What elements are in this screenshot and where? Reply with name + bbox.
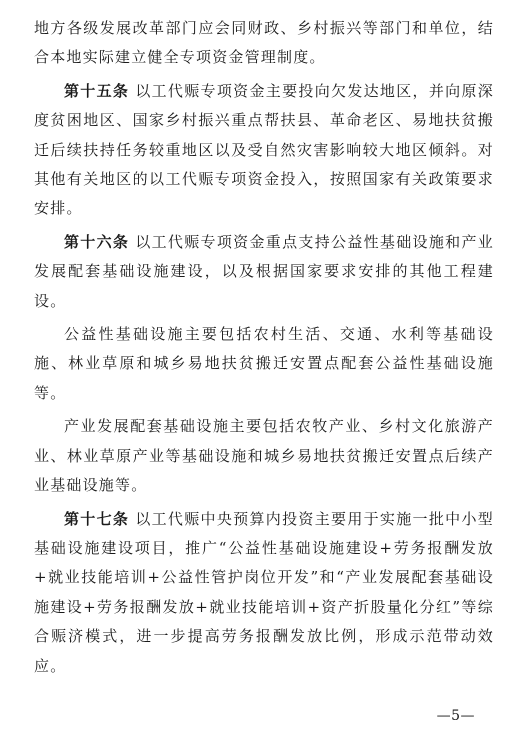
paragraph-industry-infrastructure [34, 412, 494, 500]
paragraph-article-17 [34, 505, 494, 681]
paragraph-public-infrastructure [34, 320, 494, 408]
article-heading: 第十五条 [64, 81, 130, 100]
paragraph-text: 公益性基础设施主要包括农村生活、交通、水利等基础设施、林业草原和城乡易地扶贫搬迁安置点配套公益性基础设施等。 [34, 325, 494, 402]
paragraph-article-16 [34, 228, 494, 316]
paragraph-text: 以工代赈中央预算内投资主要用于实施一批中小型基础设施建设项目，推广“公益性基础设施建设+劳务报酬发放+就业技能培训+公益性管护岗位开发”和“产业发展配套基础设施建设+劳务报酬发放+就业技能培训+资产折股量化分红”等综合赈济模式，进一步提高劳务报酬发放比例，形成示范带动效应。 [34, 509, 494, 675]
article-heading: 第十七条 [64, 509, 130, 528]
paragraph-text: 以工代赈专项资金主要投向欠发达地区，并向原深度贫困地区、国家乡村振兴重点帮扶县、革命老区、易地扶贫搬迁后续扶持任务较重地区以及受自然灾害影响较大地区倾斜。对其他有关地区的以工代赈专项资金投入，按照国家有关政策要求安排。 [34, 81, 494, 218]
paragraph-article-15 [34, 77, 494, 224]
document-body [34, 14, 494, 681]
paragraph-text: 以工代赈专项资金重点支持公益性基础设施和产业发展配套基础设施建设，以及根据国家要求安排的其他工程建设。 [34, 232, 494, 310]
article-heading: 第十六条 [64, 232, 130, 251]
paragraph-text: 地方各级发展改革部门应会同财政、乡村振兴等部门和单位，结合本地实际建立健全专项资金管理制度。 [34, 19, 494, 67]
paragraph-text: 产业发展配套基础设施主要包括农牧产业、乡村文化旅游产业、林业草原产业等基础设施和城乡易地扶贫搬迁安置点后续产业基础设施等。 [34, 417, 494, 495]
paragraph-intro [34, 14, 494, 73]
page-number: —5— [436, 708, 475, 724]
